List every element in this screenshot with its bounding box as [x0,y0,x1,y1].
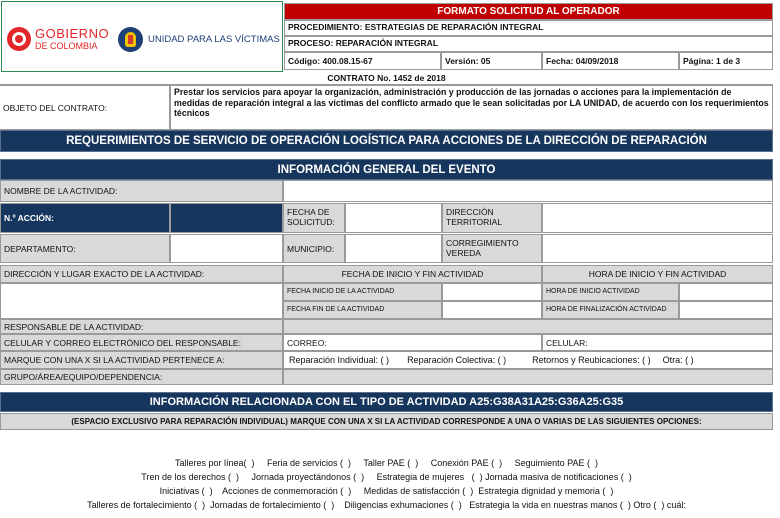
email-field[interactable]: CORREO: [283,334,542,351]
other-option[interactable]: Otra: ( ) [662,355,694,365]
belongs-options [283,351,773,369]
unit-name: UNIDAD PARA LAS VÍCTIMAS [148,34,280,45]
collective-option[interactable]: Reparación Colectiva: ( ) [407,355,507,365]
corregimiento-field[interactable] [542,234,773,263]
request-date-label: FECHA DE SOLICITUD: [283,203,345,233]
responsible-label: RESPONSABLE DE LA ACTIVIDAD: [0,319,283,334]
department-label: DEPARTAMENTO: [0,234,170,263]
group-label: GRUPO/ÁREA/EQUIPO/DEPENDENCIA: [0,369,283,385]
form-title: FORMATO SOLICITUD AL OPERADOR [284,3,773,20]
options-line-1: Talleres por línea( ) Feria de servicios ( ) Taller PAE ( ) Conexión PAE ( ) Seguimiento PAE ( ) [175,458,598,468]
activity-type-banner: INFORMACIÓN RELACIONADA CON EL TIPO DE ACTIVIDAD A25:G38A31A25:G36A25:G35 [0,392,773,412]
options-line-2: Tren de los derechos ( ) Jornada proyectándonos ( ) Estrategia de mujeres ( ) Jornada masiva de notificaciones ( ) [141,472,632,482]
municipality-field[interactable] [345,234,442,263]
contract-number: CONTRATO No. 1452 de 2018 [0,72,773,85]
start-hour-field[interactable] [679,283,773,301]
options-line-4: Talleres de fortalecimiento ( ) Jornadas de fortalecimiento ( ) Diligencias exhumaciones ( ) Estrategia la vida en nuestras manos ( ) Otro ( ) cuál: [87,500,686,510]
responsible-field[interactable] [283,319,773,334]
end-hour-field[interactable] [679,301,773,319]
belongs-label: MARQUE CON UNA X SI LA ACTIVIDAD PERTENECE A: [0,351,283,369]
end-date-field[interactable] [442,301,542,319]
start-date-label: FECHA INICIO DE LA ACTIVIDAD [283,283,442,301]
procedure-label: PROCEDIMIENTO: ESTRATEGIAS DE REPARACIÓN INTEGRAL [284,20,773,36]
action-number-field[interactable] [170,203,283,233]
unidad-emblem-icon [118,27,143,52]
gov-name-line1: GOBIERNO [35,26,110,41]
individual-note: (ESPACIO EXCLUSIVO PARA REPARACIÓN INDIVIDUAL) MARQUE CON UNA X SI LA ACTIVIDAD CORRESPONDE A UNA O VARIAS DE LAS SIGUIENTES OPCIONES: [0,413,773,430]
version-label: Versión: 05 [441,52,542,70]
gov-name-line2: DE COLOMBIA [35,41,98,51]
phone-email-label: CELULAR Y CORREO ELECTRÓNICO DEL RESPONSABLE: [0,334,283,351]
end-date-label: FECHA FIN DE LA ACTIVIDAD [283,301,442,319]
page-label: Página: 1 de 3 [679,52,773,70]
gobierno-emblem-icon [7,27,31,51]
start-hour-label: HORA DE INICIO ACTIVIDAD [542,283,679,301]
process-label: PROCESO: REPARACIÓN INTEGRAL [284,36,773,52]
dates-header: FECHA DE INICIO Y FIN ACTIVIDAD [283,265,542,283]
code-label: Código: 400.08.15-67 [284,52,441,70]
start-date-field[interactable] [442,283,542,301]
end-hour-label: HORA DE FINALIZACIÓN ACTIVIDAD [542,301,679,319]
requirements-banner: REQUERIMIENTOS DE SERVICIO DE OPERACIÓN LOGÍSTICA PARA ACCIONES DE LA DIRECCIÓN DE REPARACIÓN [0,130,773,152]
address-field[interactable] [0,283,283,319]
contract-object-label: OBJETO DEL CONTRATO: [0,85,170,130]
activity-name-field[interactable] [283,180,773,202]
address-label: DIRECCIÓN Y LUGAR EXACTO DE LA ACTIVIDAD: [0,265,283,283]
action-number-label: N.º ACCIÓN: [0,203,170,233]
hours-header: HORA DE INICIO Y FIN ACTIVIDAD [542,265,773,283]
territorial-label: DIRECCIÓN TERRITORIAL [442,203,542,233]
cell-field[interactable]: CELULAR: [542,334,773,351]
group-field[interactable] [283,369,773,385]
returns-option[interactable]: Retornos y Reubicaciones: ( ) [532,355,651,365]
municipality-label: MUNICIPIO: [283,234,345,263]
individual-option[interactable]: Reparación Individual: ( ) [289,355,390,365]
corregimiento-label: CORREGIMIENTO VEREDA [442,234,542,263]
territorial-field[interactable] [542,203,773,233]
contract-object-text: Prestar los servicios para apoyar la organización, administración y producción de las jornadas o acciones para la implementación de medidas de reparación integral a las víctimas del conflicto armado que le sean solicitadas por LA UNIDAD, de acuerdo con los requerimientos técnicos [170,85,773,130]
request-date-field[interactable] [345,203,442,233]
activity-name-label: NOMBRE DE LA ACTIVIDAD: [0,180,283,202]
general-info-banner: INFORMACIÓN GENERAL DEL EVENTO [0,159,773,180]
date-label: Fecha: 04/09/2018 [542,52,679,70]
department-field[interactable] [170,234,283,263]
options-line-3: Iniciativas ( ) Acciones de conmemoración ( ) Medidas de satisfacción ( ) Estrategia dignidad y memoria ( ) [159,486,614,496]
